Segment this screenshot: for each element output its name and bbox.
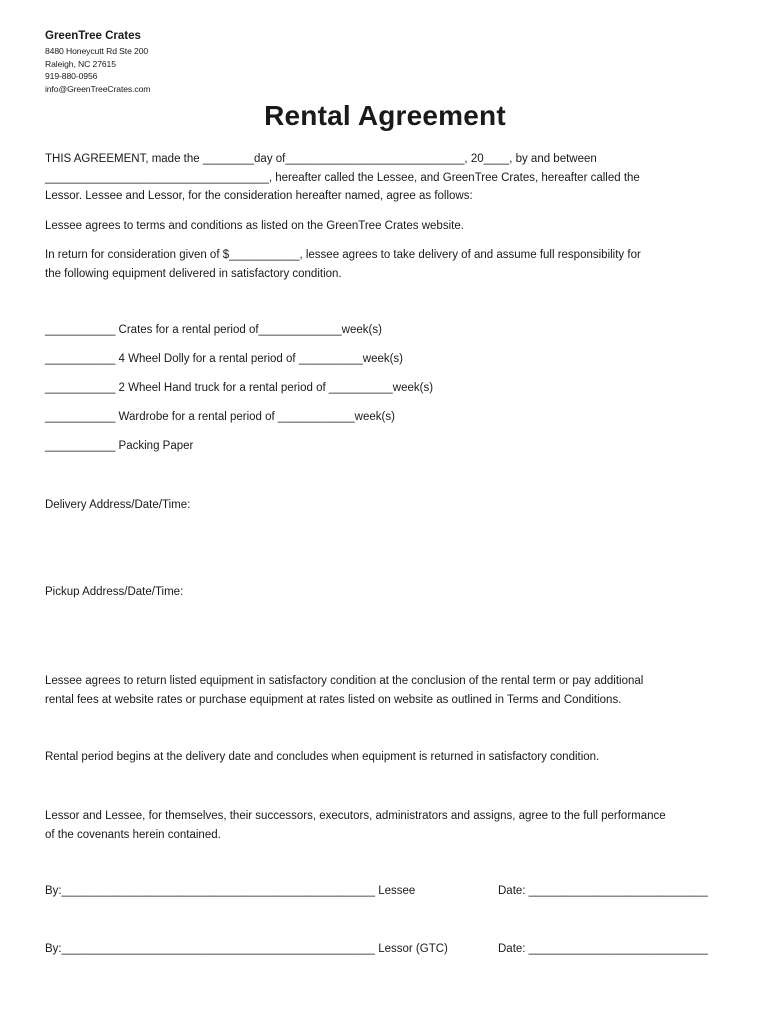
equipment-item-crates: ___________ Crates for a rental period of_____________week(s) [45,324,382,336]
delivery-label: Delivery Address/Date/Time: [45,499,191,511]
intro-line-1: THIS AGREEMENT, made the ________day of____________________________, 20____, by and between [45,153,597,165]
company-address-line2: Raleigh, NC 27615 [45,59,116,69]
terms-line: Lessee agrees to terms and conditions as listed on the GreenTree Crates website. [45,220,464,232]
equipment-item-2-wheel-hand-truck: ___________ 2 Wheel Hand truck for a rental period of __________week(s) [45,382,434,394]
consideration-paragraph [45,246,641,283]
period-clause: Rental period begins at the delivery date and concludes when equipment is returned in satisfactory condition. [45,751,600,763]
equipment-item-wardrobe: ___________ Wardrobe for a rental period of ____________week(s) [45,411,395,423]
pickup-label: Pickup Address/Date/Time: [45,586,184,598]
consideration-line-2: the following equipment delivered in satisfactory condition. [45,267,342,280]
company-name: GreenTree Crates [45,30,141,42]
company-email: info@GreenTreeCrates.com [45,84,151,94]
consideration-line-1: In return for consideration given of $___________, lessee agrees to take delivery of and assume full responsibility for [45,249,641,261]
equipment-item-packing-paper: ___________ Packing Paper [45,440,194,452]
return-clause-line-1: Lessee agrees to return listed equipment in satisfactory condition at the conclusion of the rental term or pay additional [45,675,644,687]
lessor-date-line[interactable]: Date: ____________________________ [498,943,708,955]
intro-line-2: ___________________________________, hereafter called the Lessee, and GreenTree Crates, hereafter called the [45,171,640,184]
company-phone: 919-880-0956 [45,71,98,81]
covenant-clause-line-2: of the covenants herein contained. [45,828,221,841]
equipment-item-4-wheel-dolly: ___________ 4 Wheel Dolly for a rental period of __________week(s) [45,353,404,365]
lessee-date-line[interactable]: Date: ____________________________ [498,885,708,897]
lessee-signature-line[interactable]: By:_________________________________________________ Lessee [45,885,416,897]
covenant-clause-line-1: Lessor and Lessee, for themselves, their successors, executors, administrators and assigns, agree to the full performance [45,810,666,822]
company-address-line1: 8480 Honeycutt Rd Ste 200 [45,46,149,56]
document-title: Rental Agreement [264,100,506,131]
return-clause [45,672,643,709]
return-clause-line-2: rental fees at website rates or purchase equipment at rates listed on website as outlined in Terms and Conditions. [45,693,622,706]
lessor-signature-line[interactable]: By:_________________________________________________ Lessor (GTC) [45,943,448,955]
covenant-clause [45,807,666,844]
intro-line-3: Lessor. Lessee and Lessor, for the consideration hereafter named, agree as follows: [45,190,473,202]
intro-paragraph [45,150,640,206]
